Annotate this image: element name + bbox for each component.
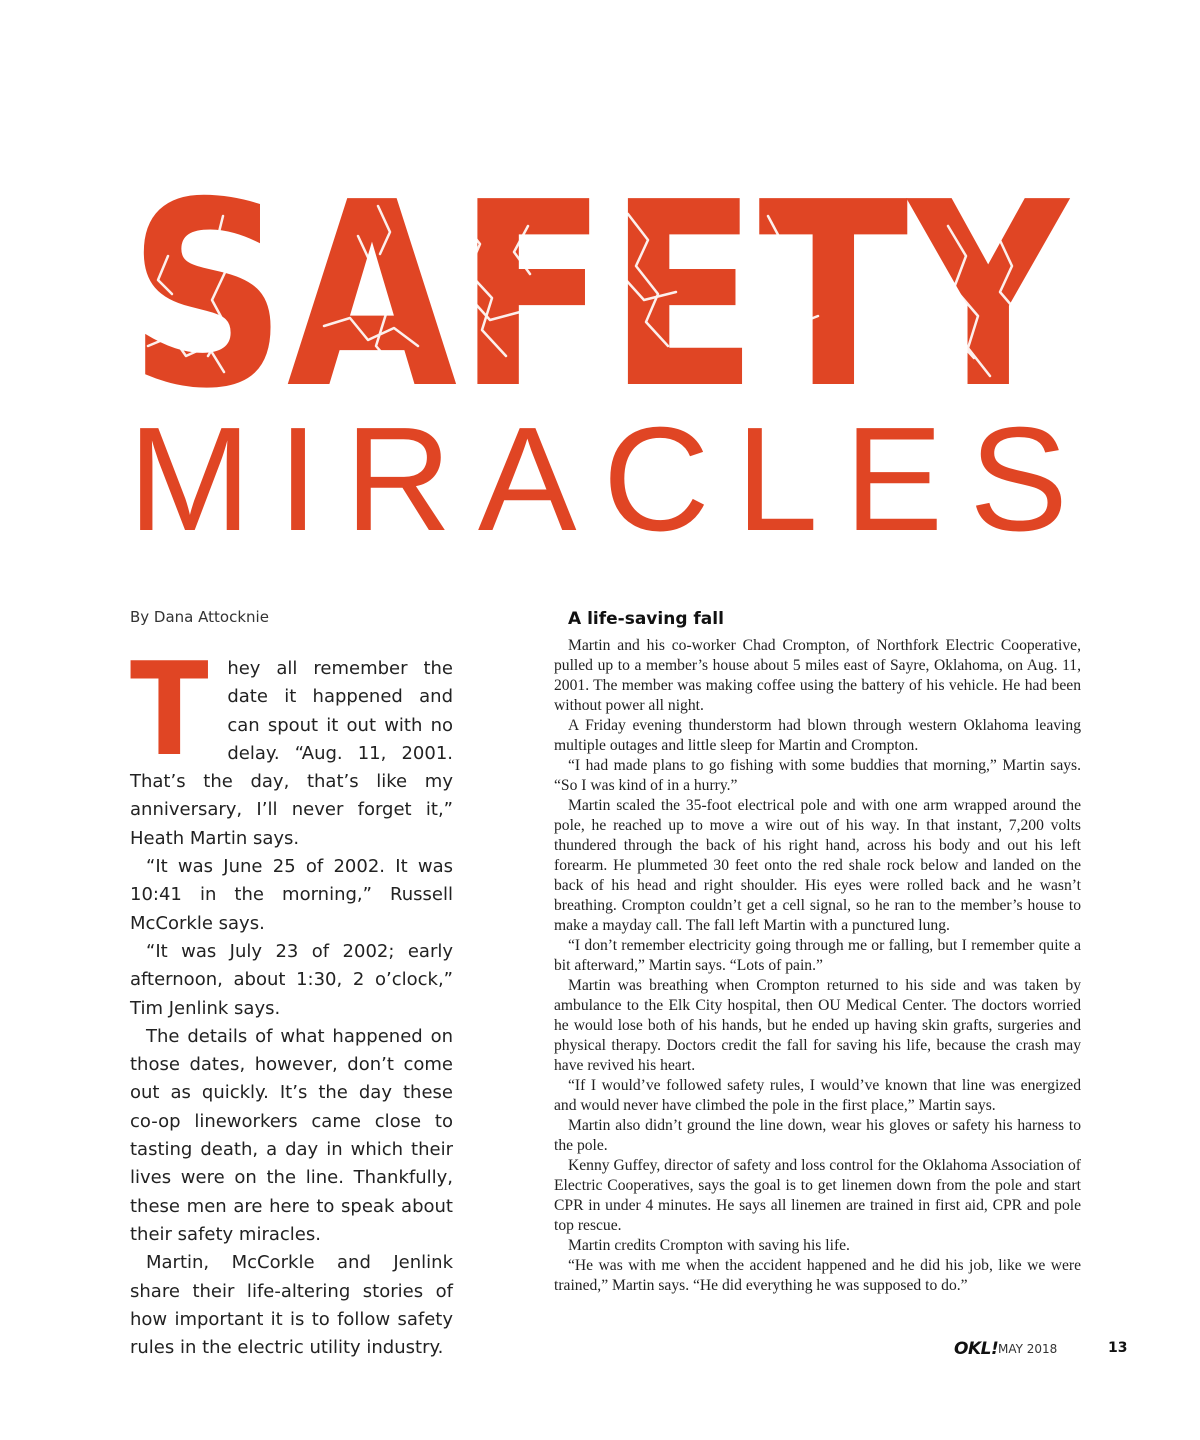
intro-paragraph-text: hey all remember the date it happened and can spout it out with no delay. “Aug. 11, 2001. That’s the day, that’s like my anniversary, I’ll never forget it,” Heath Martin says.: [130, 658, 453, 849]
intro-paragraph: The details of what happened on those dates, however, don’t come out as quickly. It’s the day these co-op lineworkers came close to tasting death, a day in which their lives were on the line. Thankfully, these men are here to speak about their safety miracles.: [130, 1025, 453, 1245]
magazine-logo: OKL!: [954, 1339, 999, 1359]
body-paragraph: A Friday evening thunderstorm had blown through western Oklahoma leaving multiple outages and little sleep for Martin and Crompton.: [554, 717, 1081, 754]
headline-safety-art: [128, 148, 1071, 445]
body-paragraph: Martin also didn’t ground the line down, wear his gloves or safety his harness to the pole.: [554, 1117, 1081, 1154]
body-paragraph: Martin credits Crompton with saving his life.: [568, 1237, 850, 1254]
body-paragraph: “I had made plans to go fishing with some buddies that morning,” Martin says. “So I was kind of in a hurry.”: [554, 757, 1081, 794]
section-subhead: A life-saving fall: [568, 609, 724, 629]
byline: By Dana Attocknie: [130, 608, 269, 626]
dropcap: T: [130, 636, 209, 785]
headline-safety: [128, 148, 1071, 445]
body-paragraph: “He was with me when the accident happened and he did his job, like we were trained,” Martin says. “He did everything he was supposed to do.”: [554, 1257, 1081, 1294]
issue-date: MAY 2018: [998, 1342, 1058, 1356]
intro-paragraph: “It was July 23 of 2002; early afternoon, about 1:30, 2 o’clock,” Tim Jenlink says.: [130, 940, 453, 1019]
body-paragraph: “I don’t remember electricity going through me or falling, but I remember quite a bit afterward,” Martin says. “Lots of pain.”: [554, 937, 1081, 974]
headline-miracles-art: [128, 397, 1068, 562]
intro-text: [130, 636, 453, 1362]
page-number: 13: [1108, 1340, 1128, 1356]
headline-miracles: [128, 397, 1068, 562]
intro-paragraph: “It was June 25 of 2002. It was 10:41 in the morning,” Russell McCorkle says.: [130, 856, 453, 934]
body-paragraph: “If I would’ve followed safety rules, I would’ve known that line was energized and would never have climbed the pole in the first place,” Martin says.: [554, 1077, 1081, 1114]
body-paragraph: Martin was breathing when Crompton returned to his side and was taken by ambulance to the Elk City hospital, then OU Medical Center. The doctors worried he would lose both of his hands, but he ended up having skin grafts, surgeries and physical therapy. Doctors credit the fall for saving his life, because the crash may have revived his heart.: [554, 977, 1081, 1074]
body-paragraph: Martin scaled the 35-foot electrical pole and with one arm wrapped around the pole, he reached up to move a wire out of his way. In that instant, 7,200 volts thundered through the back of his right hand, across his body and out his left forearm. He plummeted 30 feet onto the red shale rock below and landed on the back of his head and right shoulder. His eyes were rolled back and he wasn’t breathing. Crompton couldn’t get a cell signal, so he ran to the member’s house to make a mayday call. The fall left Martin with a punctured lung.: [554, 797, 1081, 934]
intro-paragraph: [130, 636, 453, 853]
body-paragraph: Kenny Guffey, director of safety and loss control for the Oklahoma Association of Electric Cooperatives, says the goal is to get linemen down from the pole and start CPR in under 4 minutes. He says all linemen are trained in first aid, CPR and pole top rescue.: [554, 1157, 1081, 1234]
headline-safety-text: SAFETY: [128, 148, 1071, 445]
body-paragraph: Martin and his co-worker Chad Crompton, of Northfork Electric Cooperative, pulled up to a member’s house about 5 miles east of Sayre, Oklahoma, on Aug. 11, 2001. The member was making coffee using the battery of his vehicle. He had been without power all night.: [554, 637, 1081, 714]
headline-miracles-text: MIRACLES: [128, 397, 1068, 562]
intro-paragraph: Martin, McCorkle and Jenlink share their life-altering stories of how important it is to follow safety rules in the electric utility industry.: [130, 1252, 453, 1359]
article-body: [554, 636, 1081, 1296]
